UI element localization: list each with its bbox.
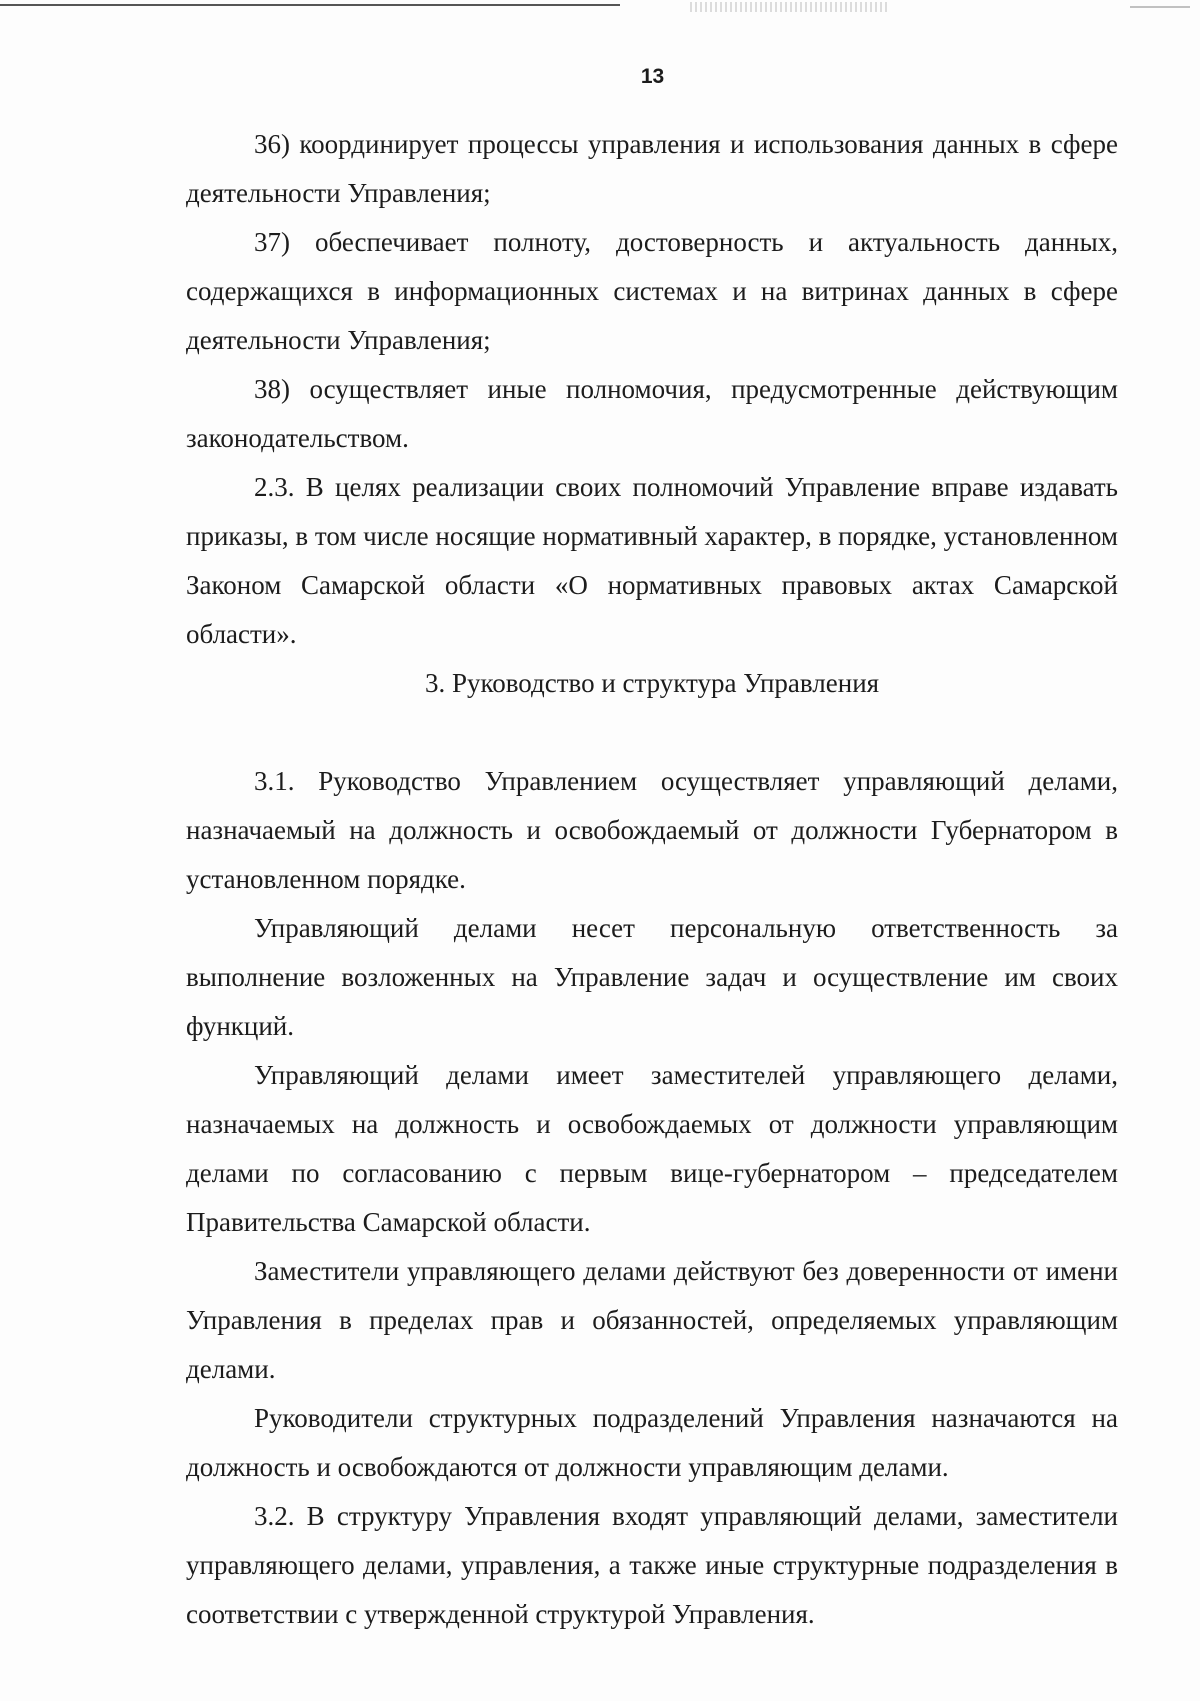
spacer bbox=[186, 708, 1118, 757]
paragraph-2-3: 2.3. В целях реализации своих полномочий Управление вправе издавать приказы, в том числе носящие нормативный характер, в порядке, установленном Законом Самарской области «О нормативных правовых актах Самарской области». bbox=[186, 472, 1118, 649]
paragraph-item-36: 36) координирует процессы управления и использования данных в сфере деятельности Управления; bbox=[186, 129, 1118, 208]
section-3-heading: 3. Руководство и структура Управления bbox=[424, 668, 880, 698]
paragraph-3-1: 3.1. Руководство Управлением осуществляет управляющий делами, назначаемый на должность и освобождаемый от должности Губернатором в установленном порядке. bbox=[186, 766, 1118, 894]
scan-noise-right bbox=[1130, 6, 1190, 8]
paragraph-item-37: 37) обеспечивает полноту, достоверность и актуальность данных, содержащихся в информационных системах и на витринах данных в сфере деятельности Управления; bbox=[186, 227, 1118, 355]
paragraph-responsibility: Управляющий делами несет персональную ответственность за выполнение возложенных на Управление задач и осуществление им своих функций. bbox=[186, 913, 1118, 1041]
paragraph-3-2: 3.2. В структуру Управления входят управляющий делами, заместители управляющего делами, управления, а также иные структурные подразделения в соответствии с утвержденной структурой Управления. bbox=[186, 1501, 1118, 1629]
page-number: 13 bbox=[640, 65, 665, 88]
paragraph-deputies-authority: Заместители управляющего делами действуют без доверенности от имени Управления в пределах прав и обязанностей, определяемых управляющим делами. bbox=[186, 1256, 1118, 1384]
scan-noise bbox=[690, 2, 890, 12]
paragraph-division-heads: Руководители структурных подразделений Управления назначаются на должность и освобождаются от должности управляющим делами. bbox=[186, 1403, 1118, 1482]
paragraph-item-38: 38) осуществляет иные полномочия, предусмотренные действующим законодательством. bbox=[186, 374, 1118, 453]
paragraph-deputies: Управляющий делами имеет заместителей управляющего делами, назначаемых на должность и освобождаемых от должности управляющим делами по согласованию с первым вице-губернатором – председателем Правительства Самарской области. bbox=[186, 1060, 1118, 1237]
scan-top-border bbox=[0, 4, 620, 6]
document-body bbox=[186, 120, 1118, 1639]
